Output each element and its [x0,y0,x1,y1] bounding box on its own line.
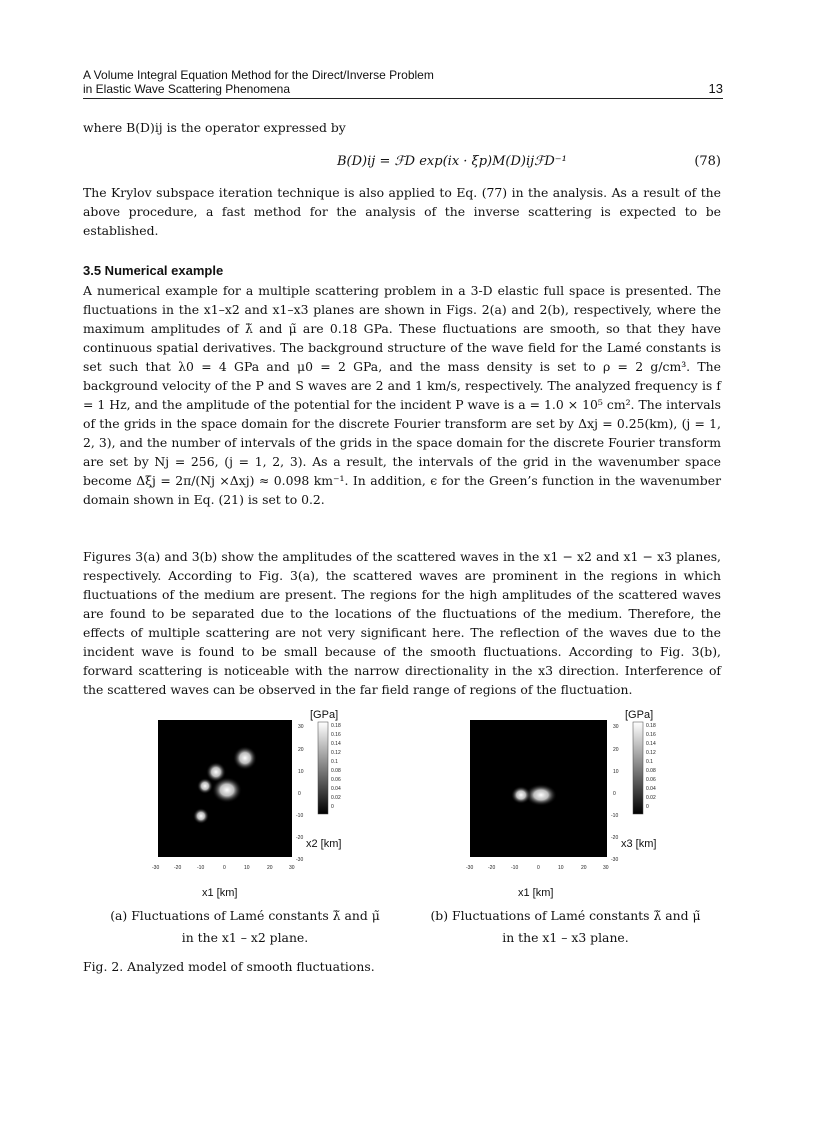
figure-2b-plot [466,706,726,906]
fluctuation-blob [197,778,213,794]
legend-tick: 0.12 [331,750,341,756]
legend-tick: 0.18 [331,723,341,729]
y-tick: -10 [611,813,619,819]
x-axis-label: x1 [km] [202,887,238,899]
x-tick: 0 [537,865,540,871]
legend-tick: 0.04 [646,786,656,792]
fluctuation-blob [511,786,531,804]
y-tick: 10 [298,769,304,775]
y-tick: 10 [613,769,619,775]
legend-tick: 0.16 [331,732,341,738]
x-tick: 20 [267,865,273,871]
fluctuation-blob [212,777,242,803]
legend-tick: 0.18 [646,723,656,729]
page-number: 13 [708,81,723,96]
paragraph-figures-3: Figures 3(a) and 3(b) show the amplitudes of the scattered waves in the x1 − x2 and x1 − x3 planes, respectively. According to Fig. 3(a), the scattered waves are prominent in the regions in which fluctuations of the medium are present. The regions for the high amplitudes of the scattered waves are found to be separated due to the locations of the fluctuations of the medium. Therefore, the effects of multiple scattering are not very significant here. The reflection of the waves due to the incident wave is found to be small because of the smooth fluctuations. According to Fig. 3(b), forward scattering is noticeable with the narrow directionality in the x3 direction. Interference of the scattered waves can be observed in the far field range of regions of the fluctuation. [83,549,721,697]
legend-colorbar [318,722,328,814]
y-tick: -10 [296,813,304,819]
x-tick: -20 [174,865,182,871]
legend-tick: 0.06 [646,777,656,783]
x-tick: -10 [511,865,519,871]
x-tick: 0 [223,865,226,871]
x-tick: 30 [289,865,295,871]
caption-2b [408,905,723,949]
legend-tick: 0.08 [646,768,656,774]
legend-tick: 0.14 [331,741,341,747]
legend-tick: 0 [331,804,334,810]
legend-tick: 0.02 [646,795,656,801]
figure-2b [466,706,726,906]
header-title-line2: in Elastic Wave Scattering Phenomena [83,82,290,96]
caption-2a-line2: in the x1 – x2 plane. [181,930,309,945]
x-tick: -30 [466,865,474,871]
x-tick: 10 [558,865,564,871]
legend-tick: 0.06 [331,777,341,783]
x-tick: 20 [581,865,587,871]
caption-2b-line1: (b) Fluctuations of Lamé constants λ̃ and μ̃ [430,908,701,923]
intro-text: where B(D)ij is the operator expressed by [83,120,346,135]
legend-tick: 0 [646,804,649,810]
y-axis-label: x2 [km] [306,838,342,850]
legend-tick: 0.08 [331,768,341,774]
x-tick: -30 [152,865,160,871]
x-tick: -10 [197,865,205,871]
legend-tick: 0.1 [331,759,338,765]
y-tick: 20 [613,747,619,753]
paragraph-krylov: The Krylov subspace iteration technique is also applied to Eq. (77) in the analysis. As a result of the above procedure, a fast method for the analysis of the inverse scattering is expected to be established. [83,185,721,238]
header-rule [83,98,723,99]
figure-2a [150,706,410,906]
y-tick: -20 [296,835,304,841]
legend-tick: 0.1 [646,759,653,765]
y-tick: 30 [613,724,619,730]
legend-tick: 0.04 [331,786,341,792]
y-tick: 20 [298,747,304,753]
legend-unit: [GPa] [625,709,654,721]
y-tick: 0 [298,791,301,797]
legend-tick: 0.14 [646,741,656,747]
figure-caption: Fig. 2. Analyzed model of smooth fluctuations. [83,959,375,974]
fluctuation-blob [233,746,257,770]
figure-2a-plot [150,706,410,906]
running-header [83,68,723,96]
equation-78 [83,154,721,174]
paragraph-numerical-example: A numerical example for a multiple scattering problem in a 3-D elastic full space is presented. The fluctuations in the x1–x2 and x1–x3 planes are shown in Figs. 2(a) and 2(b), respectively, where the maximum amplitudes of λ̃ and μ̃ are 0.18 GPa. These fluctuations are smooth, so that they have continuous spatial derivatives. The background structure of the wave field for the Lamé constants is set such that λ0 = 4 GPa and μ0 = 2 GPa, and the mass density is set to ρ = 2 g/cm³. The background velocity of the P and S waves are 2 and 1 km/s, respectively. The analyzed frequency is f = 1 Hz, and the amplitude of the potential for the incident P wave is a = 1.0 × 10⁵ cm². The intervals of the grids in the space domain for the discrete Fourier transform are set by Δxj = 0.25(km), (j = 1, 2, 3), and the number of intervals of the grids in the space domain for the discrete Fourier transform are set by Nj = 256, (j = 1, 2, 3). As a result, the intervals of the grid in the wavenumber space become Δξj = 2π/(Nj ×Δxj) ≈ 0.098 km⁻¹. In addition, ϵ for the Green’s function in the wavenumber domain shown in Eq. (21) is set to 0.2. [83,283,721,507]
y-axis-label: x3 [km] [621,838,657,850]
caption-2a [90,905,400,949]
y-tick: 0 [613,791,616,797]
section-title: 3.5 Numerical example [83,263,224,278]
caption-2a-line1: (a) Fluctuations of Lamé constants λ̃ and μ̃ [110,908,380,923]
equation-number: (78) [694,154,721,169]
x-tick: 10 [244,865,250,871]
x-axis-label: x1 [km] [518,887,554,899]
header-title-line1: A Volume Integral Equation Method for the Direct/Inverse Problem [83,68,434,82]
legend-colorbar [633,722,643,814]
y-tick: -20 [611,835,619,841]
caption-2b-line2: in the x1 – x3 plane. [502,930,629,945]
x-tick: -20 [488,865,496,871]
legend-tick: 0.12 [646,750,656,756]
fluctuation-blob [193,808,209,824]
legend-unit: [GPa] [310,709,339,721]
legend-tick: 0.16 [646,732,656,738]
y-tick: -30 [611,857,619,863]
legend-tick: 0.02 [331,795,341,801]
y-tick: 30 [298,724,304,730]
x-tick: 30 [603,865,609,871]
equation-text: B(D)ij = ℱD exp(ix · ξp)M(D)ijℱD⁻¹ [337,154,567,169]
y-tick: -30 [296,857,304,863]
